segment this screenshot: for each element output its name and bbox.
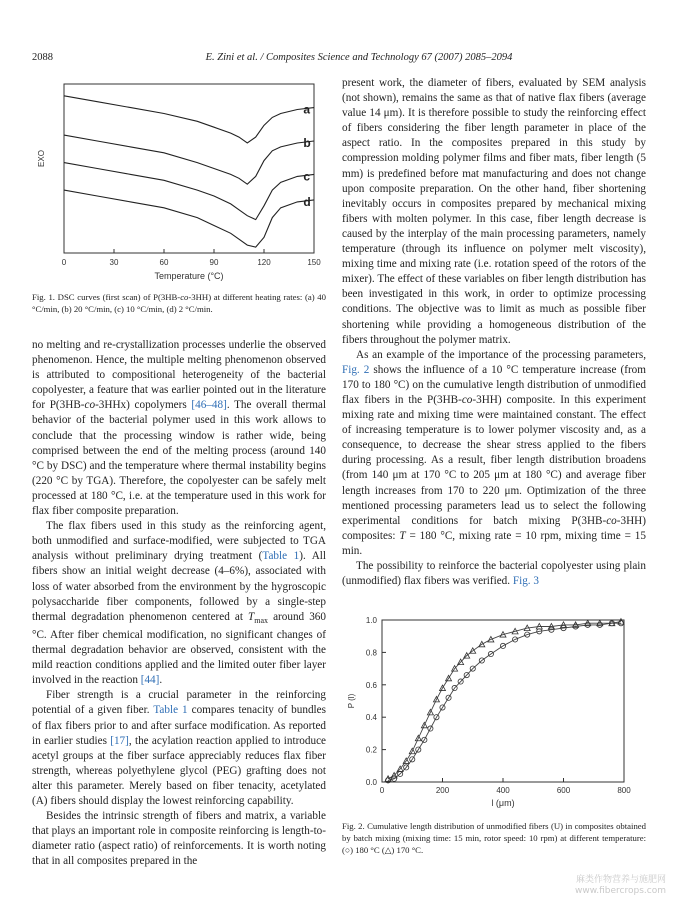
paragraph: The possibility to reinforce the bacterial copolyester using plain (unmodified) flax fibers was verified. Fig. 3 bbox=[342, 560, 646, 588]
dsc-curve-d bbox=[64, 190, 314, 247]
y-axis-label: P (l) bbox=[347, 693, 356, 709]
paragraph: As an example of the importance of the processing parameters, Fig. 2 shows the influence of a 10 °C temperature increase (from 170 to 180 °C) on the cumulative length distribution of unmodified flax fibers in the P(3HB-co-3HH) composite. In this experiment mixing rate and mixing time were maintained constant. The effect of increasing temperature is to lower polymer viscosity and, as a consequence, to decrease the shear stress applied to the fibers during processing. As a result, fiber length distribution broadens (from 140 μm at 170 °C to 205 μm at 180 °C) and average fiber length increases from 170 to 220 μm. Optimization of the three mentioned processing parameters lead us to select the following experimental conditions for batch mixing P(3HB-co-3HH) composites: T = 180 °C, mixing rate = 10 rpm, mixing time = 15 min. bbox=[342, 348, 646, 557]
figure-link[interactable]: Fig. 2 bbox=[342, 363, 370, 376]
figure-link[interactable]: Fig. 3 bbox=[512, 575, 539, 588]
curve-label-b: b bbox=[303, 135, 311, 150]
figure-2-length-distribution-chart bbox=[342, 610, 642, 815]
x-tick-label: 200 bbox=[435, 786, 450, 795]
dsc-curve-b bbox=[64, 135, 314, 184]
plot-frame bbox=[382, 620, 624, 782]
x-tick-label: 800 bbox=[617, 786, 631, 795]
curve-label-a: a bbox=[303, 102, 311, 117]
table-link[interactable]: Table 1 bbox=[153, 704, 188, 717]
paragraph: Fiber strength is a crucial parameter in the reinforcing potential of a given fiber. Table 1 compares tenacity of bundles of flax fibers prior to and after surface modification. As reported in earlier studies [17], the acylation reaction applied to introduce acetyl groups at the fiber surface appreciably reduces flax fiber strength, whereas polyethylene glycol (PEG) grafting does not alter this parameter. Merely based on fiber tenacity, acetylated (A) fibers should display the lowest reinforcing capability. bbox=[32, 689, 327, 808]
figure-1-dsc-chart bbox=[32, 78, 322, 288]
dsc-curve-c bbox=[64, 163, 314, 220]
fit-curve bbox=[388, 623, 621, 780]
x-tick-label: 600 bbox=[556, 786, 571, 795]
page-number: 2088 bbox=[32, 52, 53, 63]
x-tick-label: 0 bbox=[379, 786, 385, 795]
x-axis-label: l (μm) bbox=[491, 798, 515, 808]
y-tick-label: 0.6 bbox=[365, 680, 377, 690]
y-tick-label: 0.2 bbox=[365, 745, 377, 755]
running-title: E. Zini et al. / Composites Science and Technology 67 (2007) 2085–2094 bbox=[205, 52, 513, 63]
y-axis-label: EXO bbox=[37, 150, 46, 167]
x-tick-label: 0 bbox=[61, 258, 67, 267]
x-tick-label: 30 bbox=[109, 258, 119, 267]
citation-link[interactable]: [44] bbox=[140, 674, 160, 687]
x-tick-label: 150 bbox=[307, 258, 321, 267]
x-tick-label: 400 bbox=[496, 786, 510, 795]
curve-label-d: d bbox=[303, 194, 311, 209]
paragraph: present work, the diameter of fibers, evaluated by SEM analysis (not shown), remains the same as that of native flax fibers (average value 14 μm). It is therefore possible to study the reinforcing effect of fibers considering the fiber length parameter in place of the aspect ratio. In the composites prepared in this study by compression molding polymer films and fiber mats, fiber length (5 mm) is predefined before mat manufacturing and does not change upon composite preparation. On the other hand, fiber shortening inevitably occurs in composites prepared by mechanical mixing fibers with molten polymer. In this case, fiber length decrease is caused by the interplay of the main processing parameters, namely temperature (through its influence on polymer melt viscosity), mixing time and mixing rate (i.e. rotation speed of the rotors of the mixer). The effect of these variables on fiber length distribution has been investigated in this work, in order to optimize processing conditions. The objective was to limit as much as possible fiber shortening while providing a homogeneous distribution of the fibers throughout the polymer matrix. bbox=[342, 77, 646, 346]
paragraph: no melting and re-crystallization processes underlie the observed phenomenon. Hence, the multiple melting phenomenon observed is attributed to compositional heterogeneity of the bacterial copolyester, a feature that was earlier pointed out in the literature for P(3HB-co-3HHx) copolymers [46–48]. The overall thermal behavior of the bacterial polymer used in this work allows to conclude that the processing window is rather wide, being comprised between the end of the melting process (around 140 °C by DSC) and the temperature where thermal instability begins (220 °C by TGA). Therefore, the copolyester can be safely melt processed at 180 °C, i.e. at the temperature used in this work for flax fiber composite preparation. bbox=[32, 339, 326, 518]
citation-link[interactable]: [17] bbox=[110, 734, 129, 747]
y-tick-label: 0.8 bbox=[365, 648, 377, 658]
y-tick-label: 0.0 bbox=[365, 778, 377, 787]
paragraph: The flax fibers used in this study as the reinforcing agent, both unmodified and surface-modified, were subjected to TGA analysis without preliminary drying treatment (Table 1). All fibers show an initial weight decrease (4–6%), associated with loss of water absorbed from the environment by the hygroscopic polysaccharide fiber components, followed by a single-step thermal degradation phenomenon centered at $T_{max}$ around 360 °C. After fiber chemical modification, no significant changes of thermal degradation behavior are observed, consistent with the mild reaction conditions applied and the limited outer fiber layer involved in the reaction [44]. bbox=[32, 520, 326, 687]
right-column-text bbox=[342, 76, 646, 589]
figure-2-caption: Fig. 2. Cumulative length distribution of unmodified fibers (U) in composites obtained by batch mixing (mixing time: 15 min, rotor speed: 10 rpm) at different temperature: (○) 180 °C (△) 170 °C. bbox=[342, 821, 646, 855]
paragraph: Besides the intrinsic strength of fibers and matrix, a variable that plays an important role in composite reinforcing is length-to-diameter ratio (aspect ratio) of reinforcements. It is worth noting that in all composites prepared in the bbox=[32, 810, 326, 868]
x-tick-label: 120 bbox=[257, 258, 271, 267]
figure-1-caption: Fig. 1. DSC curves (first scan) of P(3HB-co-3HH) at different heating rates: (a) 40 °C/min, (b) 20 °C/min, (c) 10 °C/min, (d) 2 °C/min. bbox=[32, 292, 326, 314]
x-axis-label: Temperature (°C) bbox=[154, 271, 224, 281]
y-tick-label: 1.0 bbox=[365, 616, 377, 625]
curve-label-c: c bbox=[303, 169, 311, 184]
left-column-text bbox=[32, 338, 326, 870]
citation-link[interactable]: [46–48] bbox=[191, 399, 227, 412]
watermark: 麻类作物营养与施肥网 www.fibercrops.com bbox=[575, 875, 666, 896]
dsc-curve-a bbox=[64, 96, 314, 143]
table-link[interactable]: Table 1 bbox=[262, 550, 300, 563]
x-tick-label: 60 bbox=[159, 258, 169, 267]
x-tick-label: 90 bbox=[209, 258, 219, 267]
plot-frame bbox=[64, 84, 314, 253]
y-tick-label: 0.4 bbox=[365, 713, 377, 723]
